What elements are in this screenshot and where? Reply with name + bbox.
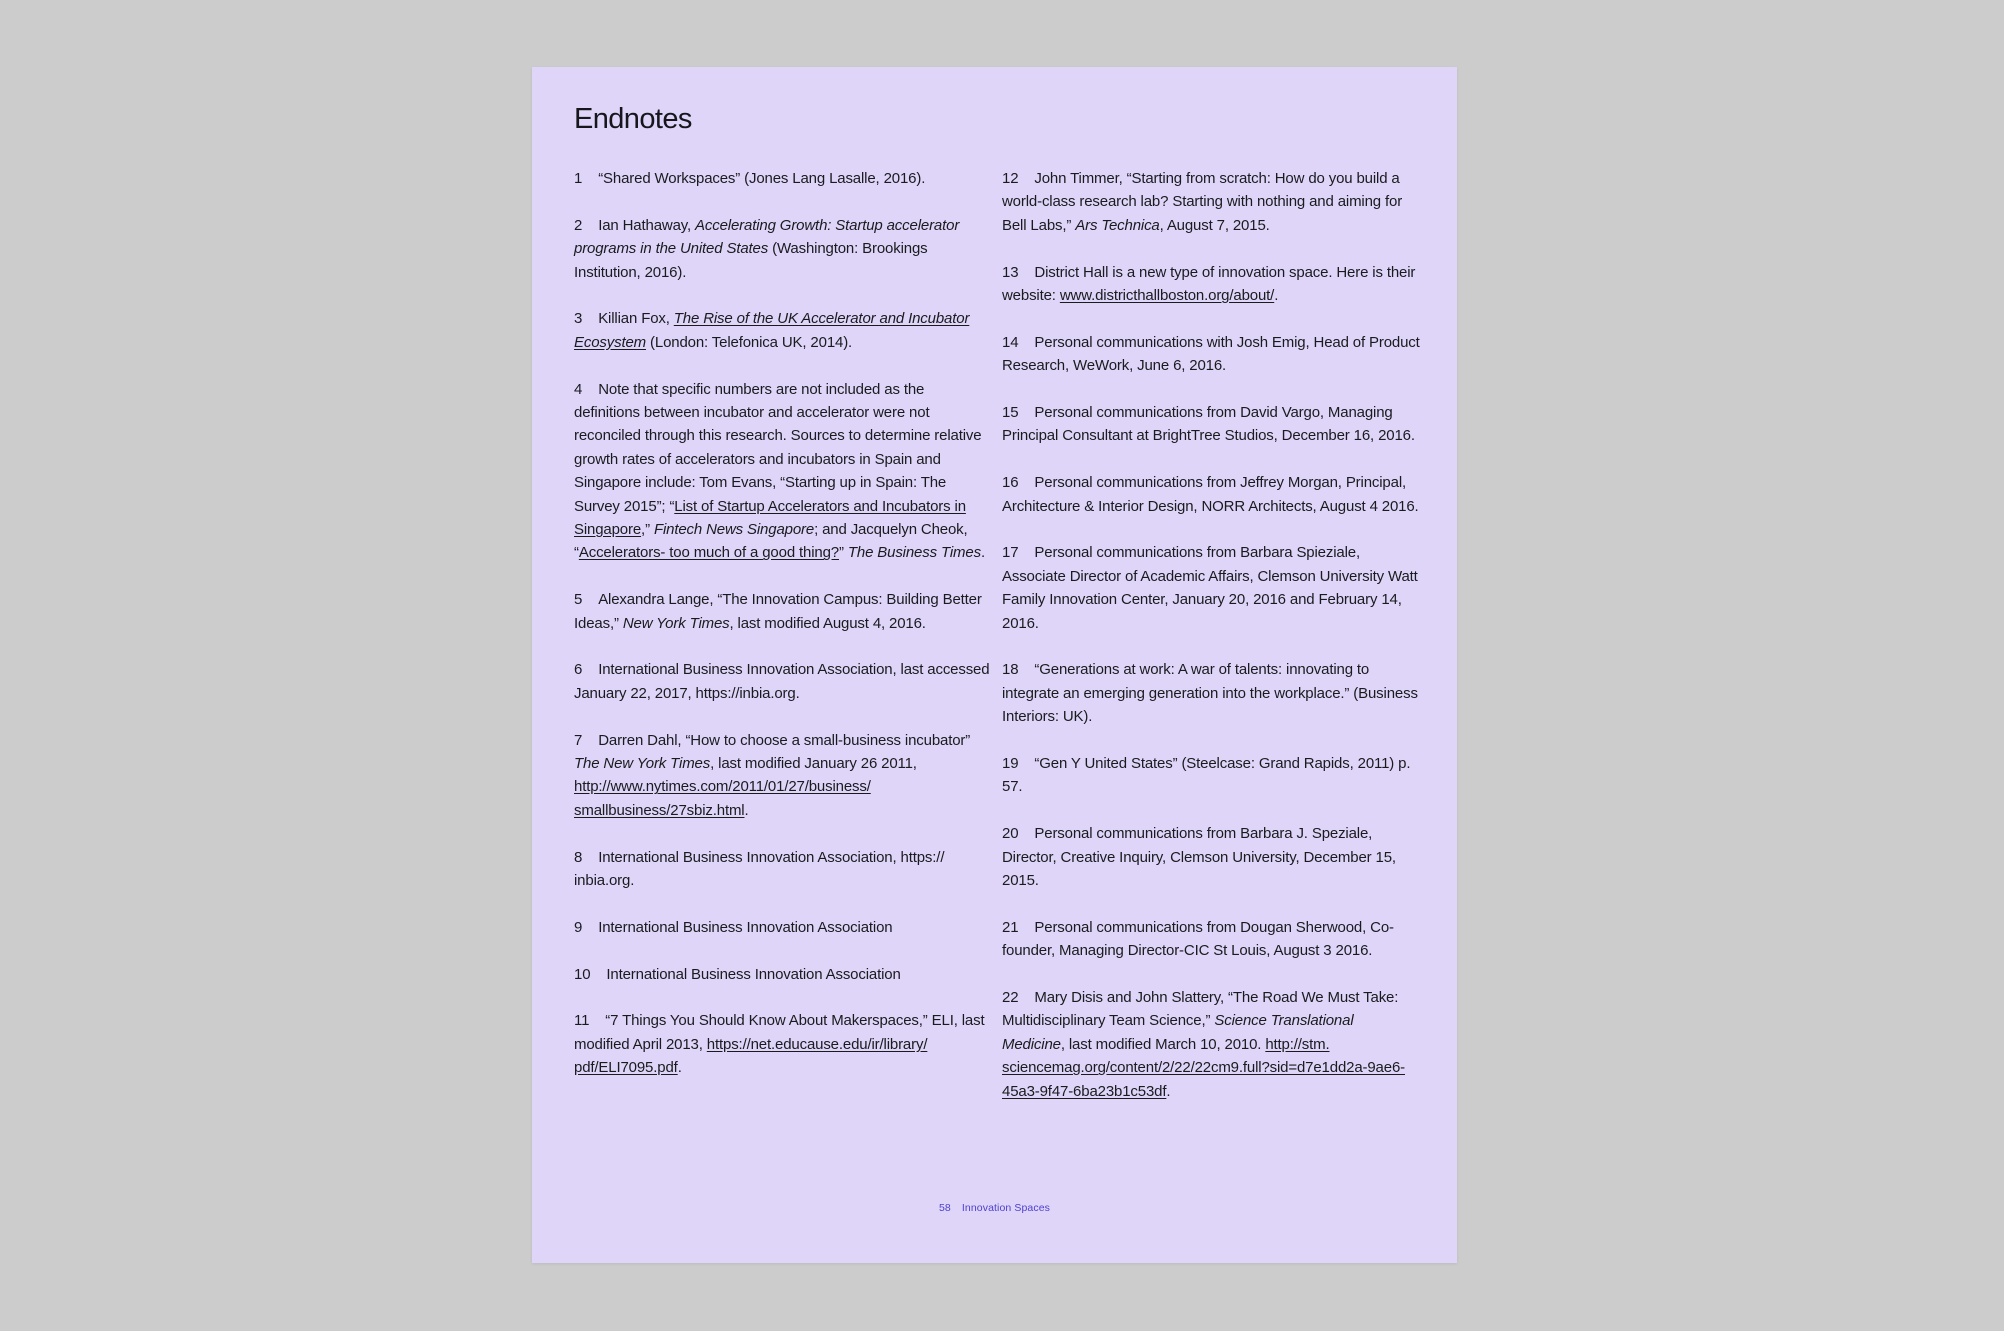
page-footer bbox=[532, 1202, 1457, 1214]
running-title: Innovation Spaces bbox=[961, 1202, 1051, 1214]
endnote-5 bbox=[574, 588, 992, 635]
endnote-text: International Business Innovation Association, last accessed January 22, 2017, https://inbia.org. bbox=[574, 661, 990, 702]
endnote-number: 5 bbox=[574, 591, 583, 609]
endnote-number: 14 bbox=[1002, 333, 1019, 351]
endnote-text: ” bbox=[839, 544, 848, 562]
endnote-number: 3 bbox=[574, 310, 583, 328]
endnote-text: “Generations at work: A war of talents: innovating to integrate an emerging generation into the workplace.” (Business Interiors: UK). bbox=[1002, 661, 1418, 726]
endnote-text: Personal communications from Barbara J. Speziale, Director, Creative Inquiry, Clemson University, December 15, 2015. bbox=[1002, 825, 1396, 890]
endnote-text: . bbox=[744, 801, 749, 819]
endnote-15 bbox=[1002, 401, 1420, 448]
endnote-6 bbox=[574, 658, 992, 705]
endnote-link[interactable]: http://www.nytimes.com/2011/01/27/business/ smallbusiness/27sbiz.html bbox=[574, 778, 871, 819]
endnote-text: Ian Hathaway, bbox=[598, 216, 696, 234]
endnote-link[interactable]: The Rise of the UK Accelerator and Incubator Ecosystem bbox=[574, 310, 970, 351]
page-number: 58 bbox=[938, 1202, 951, 1214]
endnote-text: (Washington: Brookings Institution, 2016). bbox=[574, 240, 928, 281]
endnote-10 bbox=[574, 963, 992, 986]
endnotes-column-right bbox=[1002, 167, 1420, 1126]
endnote-number: 16 bbox=[1002, 474, 1019, 492]
endnote-text: Personal communications from Jeffrey Morgan, Principal, Architecture & Interior Design, NORR Architects, August 4 2016. bbox=[1002, 474, 1419, 515]
endnote-italic-title: Accelerating Growth: Startup accelerator programs in the United States bbox=[574, 216, 960, 258]
endnote-number: 1 bbox=[574, 170, 583, 187]
document-page bbox=[532, 67, 1457, 1263]
endnote-number: 13 bbox=[1002, 263, 1019, 281]
endnote-number: 11 bbox=[574, 1012, 590, 1030]
endnote-number: 15 bbox=[1002, 404, 1019, 422]
endnote-19 bbox=[1002, 752, 1420, 799]
endnote-14 bbox=[1002, 331, 1420, 378]
endnote-9 bbox=[574, 916, 992, 939]
endnote-number: 6 bbox=[574, 661, 583, 679]
endnote-text: John Timmer, “Starting from scratch: How do you build a world-class research lab? Starting with nothing and aiming for Bell Labs,” bbox=[1002, 170, 1403, 234]
endnote-number: 2 bbox=[574, 216, 583, 234]
endnote-18 bbox=[1002, 658, 1420, 728]
endnote-text: , last modified August 4, 2016. bbox=[729, 614, 926, 632]
endnote-italic-title: The Business Times bbox=[847, 544, 981, 562]
endnotes-column-left bbox=[574, 167, 992, 1103]
endnote-text: Killian Fox, bbox=[598, 310, 674, 328]
endnote-3 bbox=[574, 307, 992, 354]
endnote-7 bbox=[574, 729, 992, 823]
endnote-number: 4 bbox=[574, 380, 583, 398]
endnote-20 bbox=[1002, 822, 1420, 892]
endnote-2 bbox=[574, 214, 992, 284]
endnote-text: Personal communications from Barbara Spieziale, Associate Director of Academic Affairs, Clemson University Watt Family Innovation Center, January 20, 2016 and February 14, 2016. bbox=[1002, 544, 1418, 632]
endnote-link[interactable]: http://stm. sciencemag.org/content/2/22/22cm9.full?sid=d7e1dd2a-9ae6-45a3-9f47-6ba23b1c53df bbox=[1002, 1035, 1405, 1100]
endnote-4 bbox=[574, 378, 992, 565]
endnote-number: 21 bbox=[1002, 918, 1019, 936]
endnote-text: , last modified March 10, 2010. bbox=[1060, 1035, 1266, 1053]
endnote-number: 17 bbox=[1002, 544, 1019, 562]
endnote-number: 8 bbox=[574, 848, 583, 866]
endnote-number: 7 bbox=[574, 731, 583, 749]
endnote-italic-title: Ars Technica bbox=[1075, 216, 1160, 234]
endnote-text: . bbox=[1166, 1082, 1171, 1100]
endnote-text: International Business Innovation Association, https:// inbia.org. bbox=[574, 848, 945, 890]
endnote-text: District Hall is a new type of innovation space. Here is their website: bbox=[1002, 263, 1416, 305]
endnote-8 bbox=[574, 846, 992, 893]
endnote-text: ,” bbox=[641, 521, 654, 539]
endnote-link[interactable]: www.districthallboston.org/about/ bbox=[1059, 287, 1275, 305]
endnote-italic-title: New York Times bbox=[622, 614, 730, 632]
endnote-text: , August 7, 2015. bbox=[1159, 216, 1270, 234]
endnote-text: . bbox=[1274, 287, 1279, 305]
endnote-text: Note that specific numbers are not included as the definitions between incubator and accelerator were not reconciled through this research. Sources to determine relative growth rates of accelerators and incubators in Spain and Singapore include: Tom Evans, “Starting up in Spain: The Survey 2015”; “ bbox=[574, 380, 982, 515]
endnote-number: 10 bbox=[574, 965, 591, 983]
endnote-text: “Gen Y United States” (Steelcase: Grand Rapids, 2011) p. 57. bbox=[1002, 755, 1411, 796]
endnote-11 bbox=[574, 1009, 992, 1079]
endnote-text: Darren Dahl, “How to choose a small-business incubator” bbox=[598, 731, 971, 749]
endnote-number: 12 bbox=[1002, 170, 1019, 187]
endnote-text: Alexandra Lange, “The Innovation Campus: Building Better Ideas,” bbox=[574, 591, 982, 632]
endnote-link[interactable]: Accelerators- too much of a good thing? bbox=[578, 544, 839, 562]
endnote-number: 20 bbox=[1002, 825, 1019, 843]
endnote-text: International Business Innovation Association bbox=[606, 965, 901, 983]
endnote-italic-title: Fintech News Singapore bbox=[653, 521, 815, 539]
endnote-italic-title: Science Translational Medicine bbox=[1002, 1012, 1354, 1053]
endnote-link[interactable]: List of Startup Accelerators and Incubators in Singapore bbox=[574, 497, 966, 539]
endnote-italic-title: The New York Times bbox=[574, 755, 711, 773]
endnote-number: 18 bbox=[1002, 661, 1019, 679]
endnote-number: 22 bbox=[1002, 989, 1019, 1007]
endnote-text: Personal communications from David Vargo, Managing Principal Consultant at BrightTree Studios, December 16, 2016. bbox=[1002, 404, 1415, 445]
endnote-21 bbox=[1002, 916, 1420, 963]
endnote-number: 19 bbox=[1002, 755, 1019, 773]
endnote-text: “Shared Workspaces” (Jones Lang Lasalle, 2016). bbox=[598, 170, 926, 187]
endnote-text: Mary Disis and John Slattery, “The Road We Must Take: Multidisciplinary Team Science,” bbox=[1002, 989, 1399, 1030]
endnote-text: . bbox=[980, 544, 985, 562]
endnote-text: , last modified January 26 2011, bbox=[710, 755, 917, 773]
endnote-22 bbox=[1002, 986, 1420, 1103]
page-title: Endnotes bbox=[574, 103, 692, 135]
endnote-12 bbox=[1002, 167, 1420, 237]
endnote-text: Personal communications from Dougan Sherwood, Co-founder, Managing Director-CIC St Louis, August 3 2016. bbox=[1002, 918, 1394, 960]
endnote-text: (London: Telefonica UK, 2014). bbox=[646, 333, 853, 351]
endnote-text: ; and Jacquelyn Cheok, “ bbox=[574, 521, 968, 562]
endnote-text: . bbox=[677, 1059, 682, 1077]
endnote-text: Personal communications with Josh Emig, Head of Product Research, WeWork, June 6, 2016. bbox=[1002, 333, 1420, 375]
endnote-1 bbox=[574, 167, 992, 190]
endnote-link[interactable]: https://net.educause.edu/ir/library/ pdf/ELI7095.pdf bbox=[574, 1035, 928, 1077]
endnote-number: 9 bbox=[574, 918, 583, 936]
endnote-text: “7 Things You Should Know About Makerspaces,” ELI, last modified April 2013, bbox=[574, 1012, 985, 1053]
endnote-13 bbox=[1002, 261, 1420, 308]
endnote-17 bbox=[1002, 541, 1420, 635]
endnote-text: International Business Innovation Association bbox=[598, 918, 893, 936]
endnote-16 bbox=[1002, 471, 1420, 518]
